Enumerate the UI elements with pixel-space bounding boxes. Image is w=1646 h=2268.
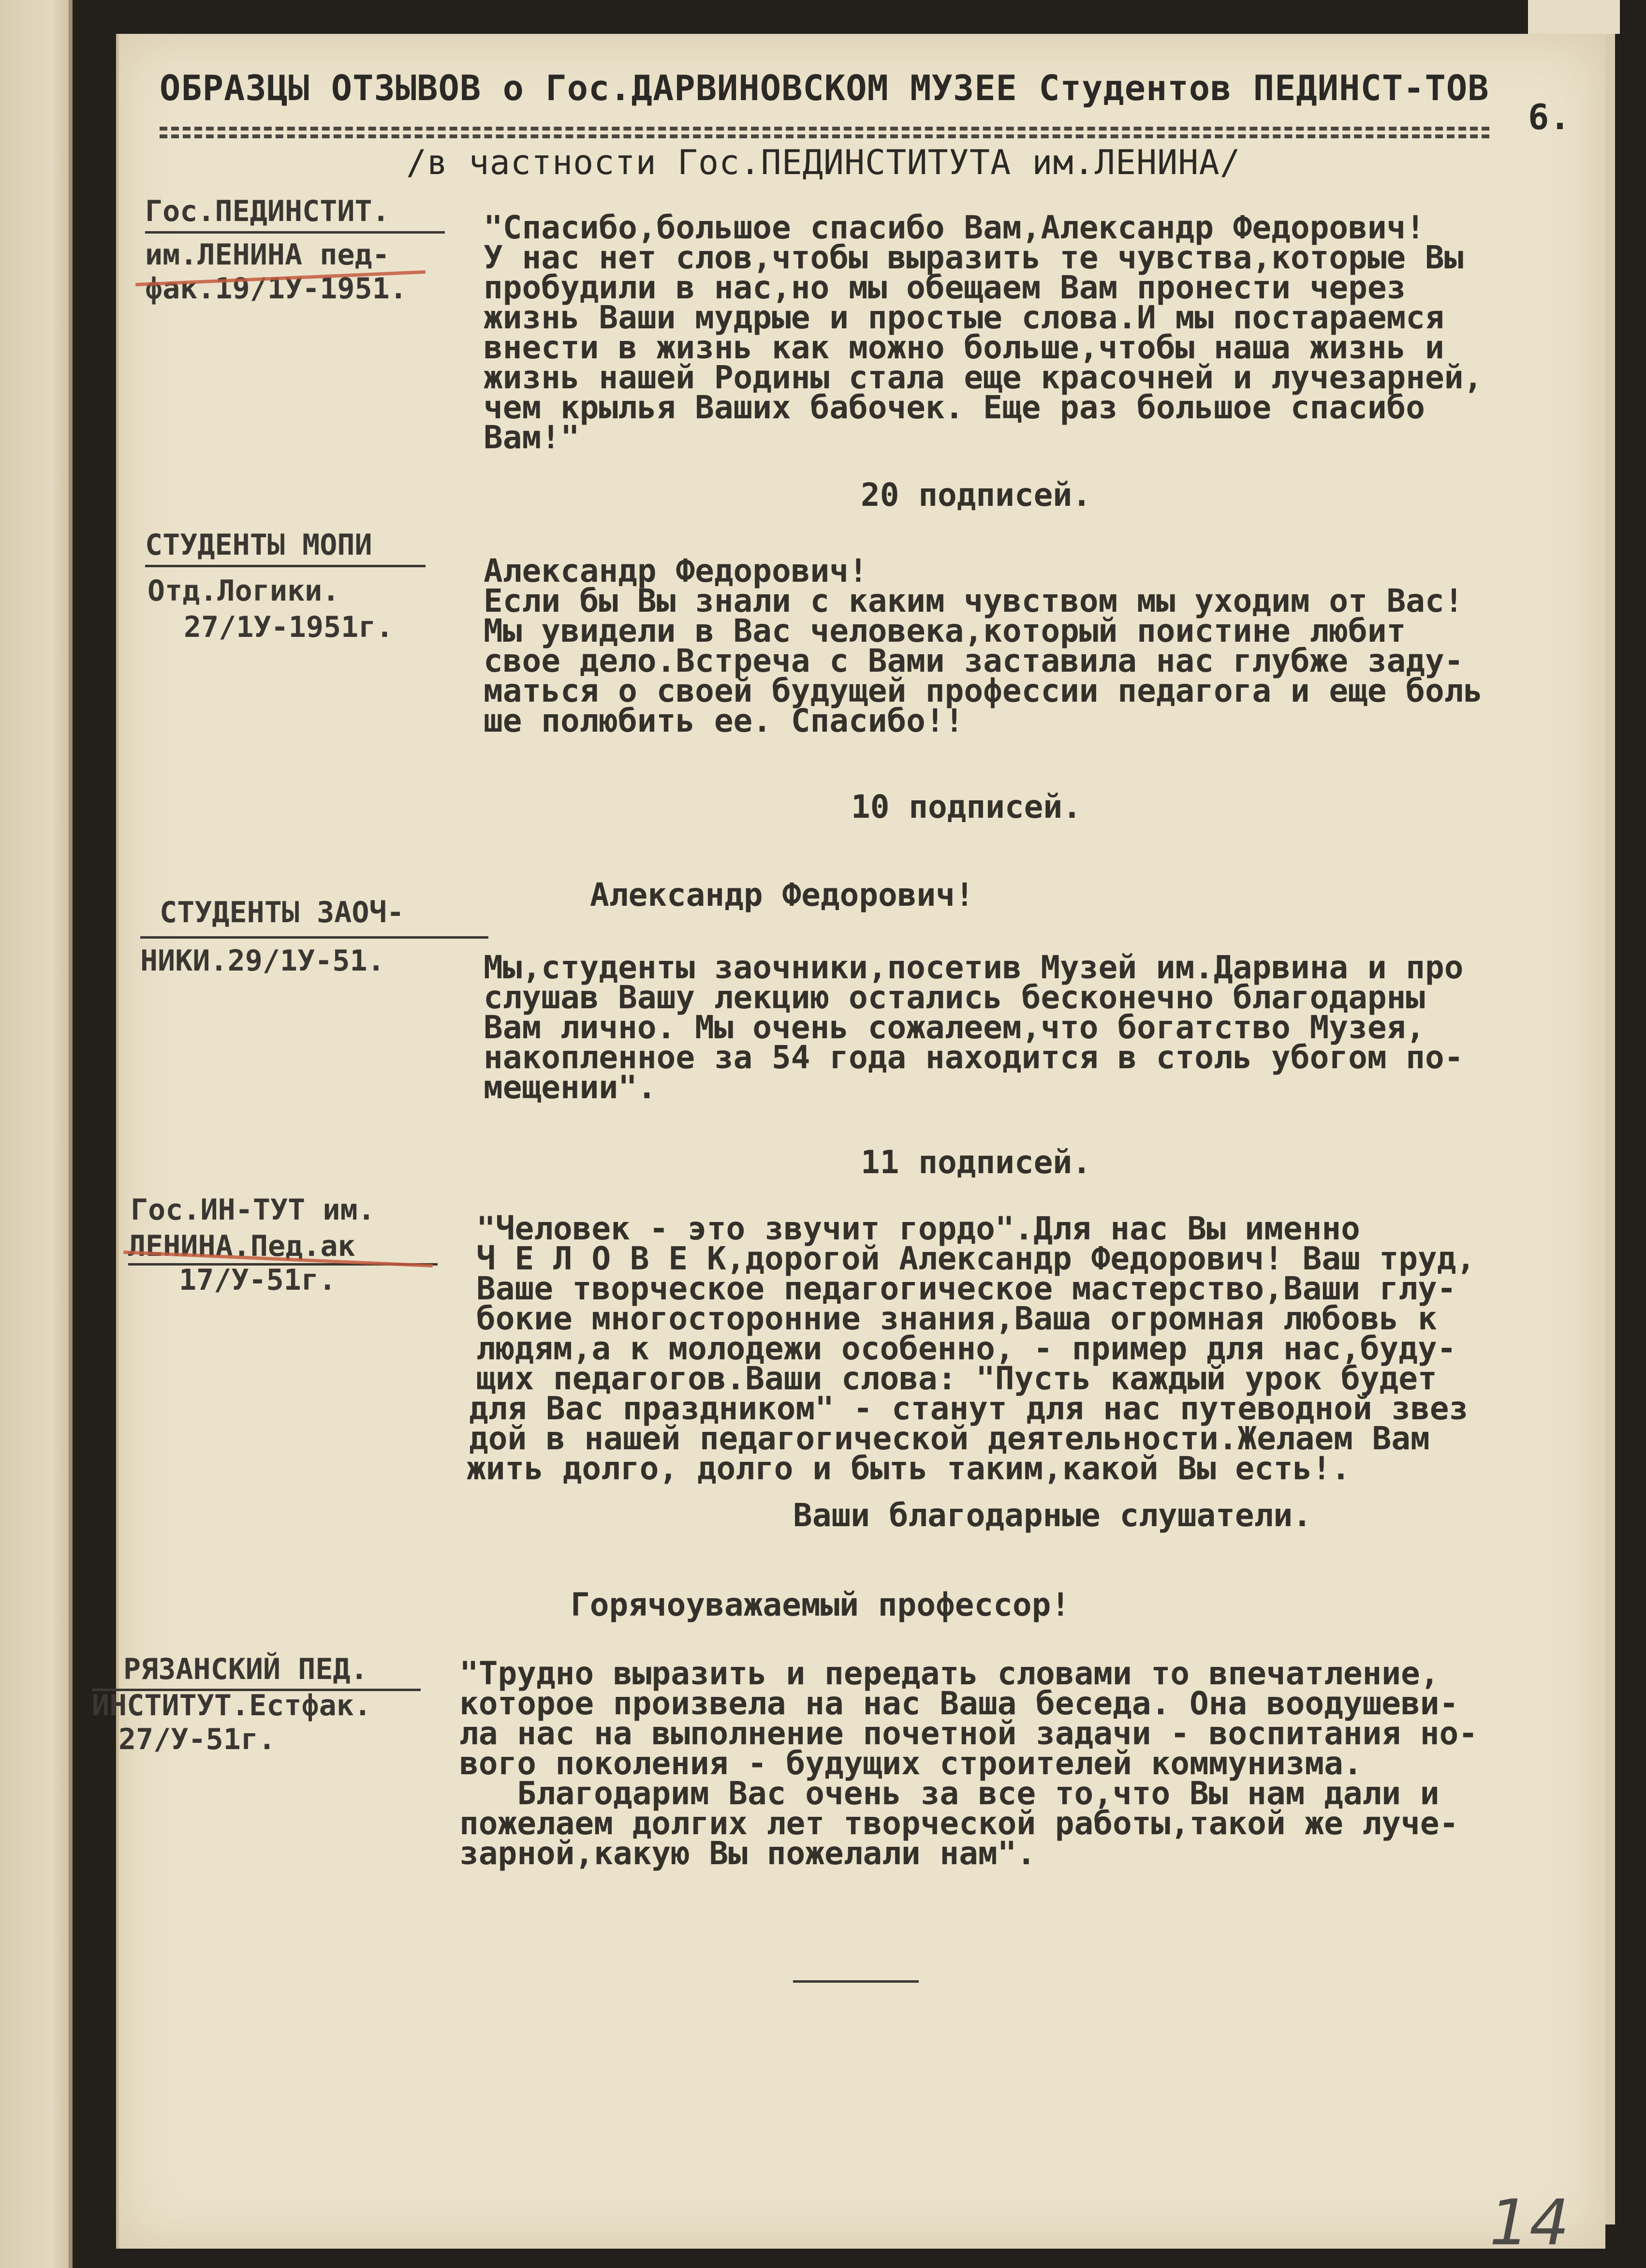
entry-text-line: пробудили в нас,но мы обещаем Вам пронести через — [484, 269, 1406, 306]
entry-text-line: Ч Е Л О В Е К,дорогой Александр Федорович! Ваш труд, — [476, 1240, 1476, 1277]
entry-text-line: внести в жизнь как можно больше,чтобы наша жизнь и — [484, 329, 1444, 366]
entry-text-line: Благодарим Вас очень за все то,что Вы нам дали и — [459, 1775, 1440, 1812]
document-subtitle: /в частности Гос.ПЕДИНСТИТУТА им.ЛЕНИНА/ — [406, 143, 1241, 182]
entry-source-line: им.ЛЕНИНА пед- — [145, 238, 390, 272]
entry-text-line: Вам лично. Мы очень сожалеем,что богатство Музея, — [484, 1009, 1426, 1046]
handwritten-page-number: 14 — [1489, 2186, 1570, 2259]
entry-signatures: 10 подписей. — [851, 788, 1082, 825]
entry-source-line: СТУДЕНТЫ МОПИ — [145, 528, 372, 562]
entry-source-line: РЯЗАНСКИЙ ПЕД. — [123, 1652, 368, 1686]
entry-text-line: Александр Федорович! — [484, 552, 868, 589]
entry-greeting: Горячоуважаемый профессор! — [571, 1586, 1071, 1623]
entry-text-line: Ваше творческое педагогическое мастерство,Ваши глу- — [476, 1270, 1456, 1307]
entry-text-line: пожелаем долгих лет творческой работы,такой же луче- — [459, 1805, 1459, 1842]
entry-text-line: жить долго, долго и быть таким,какой Вы есть!. — [467, 1450, 1351, 1487]
end-rule — [793, 1980, 919, 1983]
page-corner-number: 6. — [1528, 97, 1571, 137]
entry-text-line: ла нас на выполнение почетной задачи - воспитания но- — [459, 1715, 1478, 1752]
entry-text-line: дой в нашей педагогической деятельности.Желаем Вам — [469, 1420, 1430, 1457]
page-stack-top — [1528, 0, 1620, 34]
entry-text-line: людям,а к молодежи особенно, - пример для нас,буду- — [476, 1330, 1456, 1367]
source-underline — [145, 231, 445, 234]
page-fold — [69, 0, 73, 2268]
entry-text-line: "Спасибо,большое спасибо Вам,Александр Федорович! — [484, 209, 1426, 246]
entry-text-line: "Трудно выразить и передать словами то впечатление, — [459, 1655, 1440, 1692]
entry-text-line: У нас нет слов,чтобы выразить те чувства,которые Вы — [484, 239, 1464, 276]
entry-text-line: Александр Федорович! — [590, 876, 974, 913]
entry-text-line: мещении". — [484, 1069, 657, 1106]
entry-signatures: Ваши благодарные слушатели. — [793, 1497, 1312, 1534]
entry-signatures: 11 подписей. — [861, 1144, 1091, 1181]
entry-text-line: вого поколения - будущих строителей коммунизма. — [459, 1745, 1363, 1782]
entry-text-line: жизнь Ваши мудрые и простые слова.И мы постараемся — [484, 299, 1444, 336]
entry-text-line: для Вас праздником" - станут для нас путеводной звез — [469, 1390, 1469, 1427]
title-underline-2 — [160, 134, 1489, 138]
entry-text-line: накопленное за 54 года находится в столь убогом по- — [484, 1039, 1464, 1076]
entry-text-line: ше полюбить ее. Спасибо!! — [484, 702, 964, 739]
source-underline — [92, 1689, 421, 1691]
source-underline — [145, 565, 426, 567]
entry-source-line: НИКИ.29/1У-51. — [140, 944, 385, 978]
entry-source-line: ЛЕНИНА.Пед.ак — [128, 1229, 355, 1263]
entry-source-line: ИНСТИТУТ.Естфак. — [92, 1689, 371, 1723]
entry-source-line: СТУДЕНТЫ ЗАОЧ- — [160, 896, 404, 929]
entry-text-line: свое дело.Встреча с Вами заставила нас глубже заду- — [484, 642, 1464, 679]
entry-text-line: Вам!" — [484, 419, 580, 456]
entry-text-line: Мы увидели в Вас человека,который поистине любит — [484, 612, 1406, 649]
entry-text-line: зарной,какую Вы пожелали нам". — [459, 1835, 1036, 1872]
entry-source-line: Гос.ПЕДИНСТИТ. — [145, 194, 390, 228]
entry-source-line: Гос.ИН-ТУТ им. — [131, 1193, 375, 1227]
entry-text-line: слушав Вашу лекцию остались бесконечно благодарны — [484, 979, 1426, 1016]
entry-source-line: 17/У-51г. — [179, 1263, 337, 1297]
entry-text-line: Если бы Вы знали с каким чувством мы уходим от Вас! — [484, 582, 1464, 619]
entry-text-line: Мы,студенты заочники,посетив Музей им.Дарвина и про — [484, 949, 1464, 986]
entry-source-line: фак.19/1У-1951. — [145, 272, 407, 306]
entry-signatures: 20 подписей. — [861, 476, 1091, 514]
entry-text-line: чем крылья Ваших бабочек. Еще раз большое спасибо — [484, 389, 1426, 426]
entry-source-line: 27/У-51г. — [118, 1723, 276, 1756]
entry-text-line: щих педагогов.Ваши слова: "Пусть каждый урок будет — [476, 1360, 1437, 1397]
title-underline — [160, 127, 1489, 131]
entry-text-line: маться о своей будущей профессии педагога и еще боль — [484, 672, 1483, 709]
underlying-page-edge — [0, 0, 73, 2268]
document-title: ОБРАЗЦЫ ОТЗЫВОВ о Гос.ДАРВИНОВСКОМ МУЗЕЕ Студентов ПЕДИНСТ-ТОВ — [160, 68, 1489, 108]
entry-text-line: "Человек - это звучит гордо".Для нас Вы именно — [476, 1210, 1360, 1247]
entry-text-line: которое произвела на нас Ваша беседа. Она воодушеви- — [459, 1685, 1459, 1722]
entry-source-line: 27/1У-1951г. — [184, 610, 394, 644]
source-underline — [140, 936, 488, 939]
entry-text-line: бокие многосторонние знания,Ваша огромная любовь к — [476, 1300, 1437, 1337]
entry-source-line: Отд.Логики. — [147, 574, 340, 608]
entry-text-line: жизнь нашей Родины стала еще красочней и лучезарней, — [484, 359, 1483, 396]
